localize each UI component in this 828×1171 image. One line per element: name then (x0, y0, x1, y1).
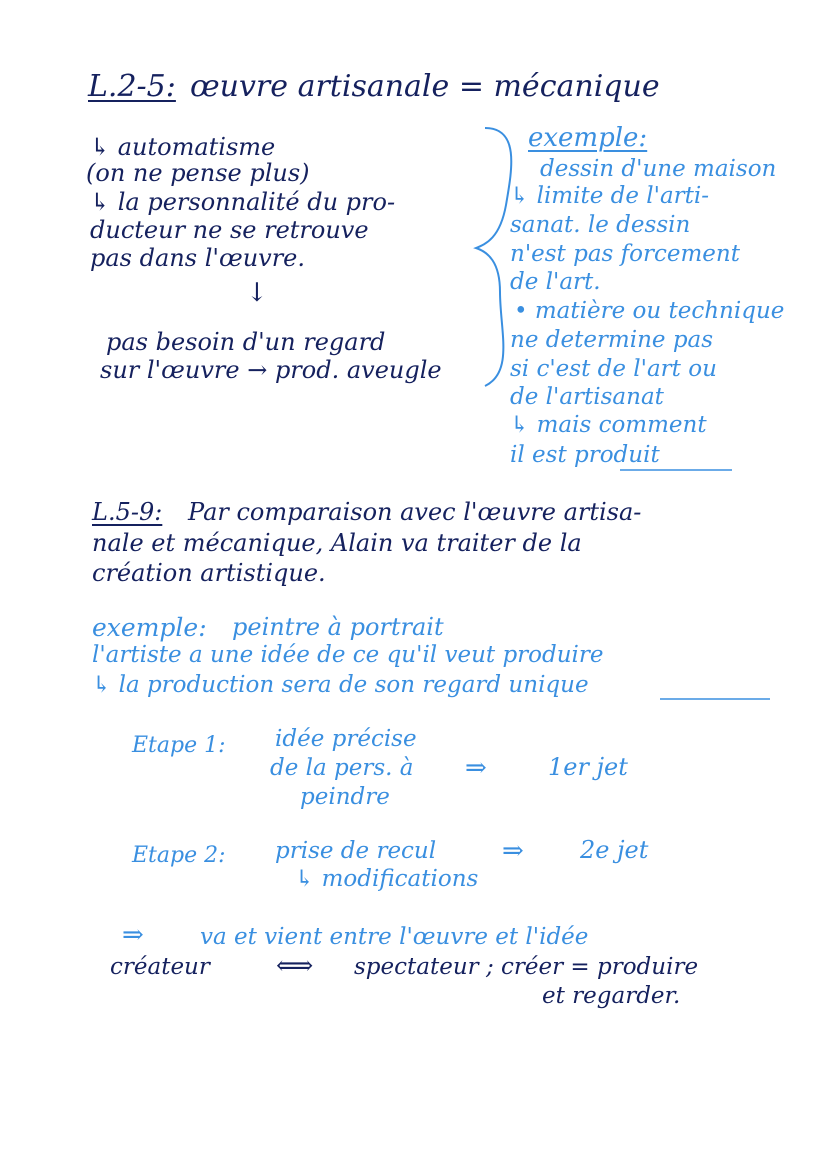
left-line-1: ↳ automatisme (90, 133, 276, 161)
step2-result: 2e jet (580, 836, 649, 864)
step2-line-1: prise de recul (275, 838, 437, 864)
example-line-2: ↳ limite de l'arti- (510, 183, 710, 209)
step2-arrow: ⇒ (502, 836, 524, 866)
conclusion-createur: créateur (110, 954, 210, 980)
left-line-3: ↳ la personnalité du pro- (90, 188, 396, 216)
section1-ref: L.2-5: (88, 69, 176, 104)
conclusion-line-2: spectateur ; créer = produire (354, 954, 699, 980)
conclusion-double-arrow: ⟺ (276, 951, 314, 981)
step1-result: 1er jet (548, 753, 628, 781)
example-line-11: il est produit (510, 442, 660, 468)
example-line-9: de l'artisanat (510, 384, 664, 410)
example-line-8: si c'est de l'art ou (510, 356, 717, 382)
step1-line-1: idée précise (275, 726, 417, 752)
example-line-7: ne determine pas (510, 327, 714, 353)
section3-example-text: peintre à portrait (232, 613, 444, 641)
section2-line-1: Par comparaison avec l'œuvre artisa- (188, 498, 642, 526)
section3-example-label: exemple: (92, 613, 207, 642)
left-line-5: pas dans l'œuvre. (90, 244, 306, 272)
conclusion-line-3: et regarder. (542, 983, 681, 1009)
example-line-10: ↳ mais comment (510, 412, 707, 438)
example-line-6: • matière ou technique (514, 298, 785, 324)
section2-ref: L.5-9: (92, 498, 163, 526)
section3-line-2: ↳ la production sera de son regard unique (92, 672, 589, 698)
left-line-4: ducteur ne se retrouve (90, 216, 369, 244)
section2-line-2: nale et mécanique, Alain va traiter de la (92, 529, 582, 557)
example-label: exemple: (528, 123, 648, 153)
left-line-2: (on ne pense plus) (86, 159, 310, 187)
example-line-5: de l'art. (510, 269, 601, 295)
step1-arrow: ⇒ (465, 753, 487, 783)
conclusion-line-1: va et vient entre l'œuvre et l'idée (200, 924, 589, 950)
conclusion-arrow: ⇒ (122, 920, 144, 950)
example-line-1: dessin d'une maison (540, 156, 777, 182)
step1-line-2: de la pers. à (270, 755, 414, 781)
down-arrow: ↓ (246, 278, 268, 308)
conclusion-line-2: sur l'œuvre → prod. aveugle (100, 356, 442, 384)
conclusion-line-1: pas besoin d'un regard (106, 328, 386, 356)
step1-line-3: peindre (300, 784, 390, 810)
example-line-4: n'est pas forcement (510, 241, 740, 267)
section3-line-1: l'artiste a une idée de ce qu'il veut produire (92, 642, 604, 668)
step2-line-2: ↳ modifications (295, 866, 479, 892)
section2-line-3: création artistique. (92, 559, 326, 587)
section1-heading: œuvre artisanale = mécanique (190, 69, 660, 104)
example-line-3: sanat. le dessin (510, 212, 691, 238)
step1-label: Etape 1: (132, 733, 226, 758)
step2-label: Etape 2: (132, 843, 226, 868)
